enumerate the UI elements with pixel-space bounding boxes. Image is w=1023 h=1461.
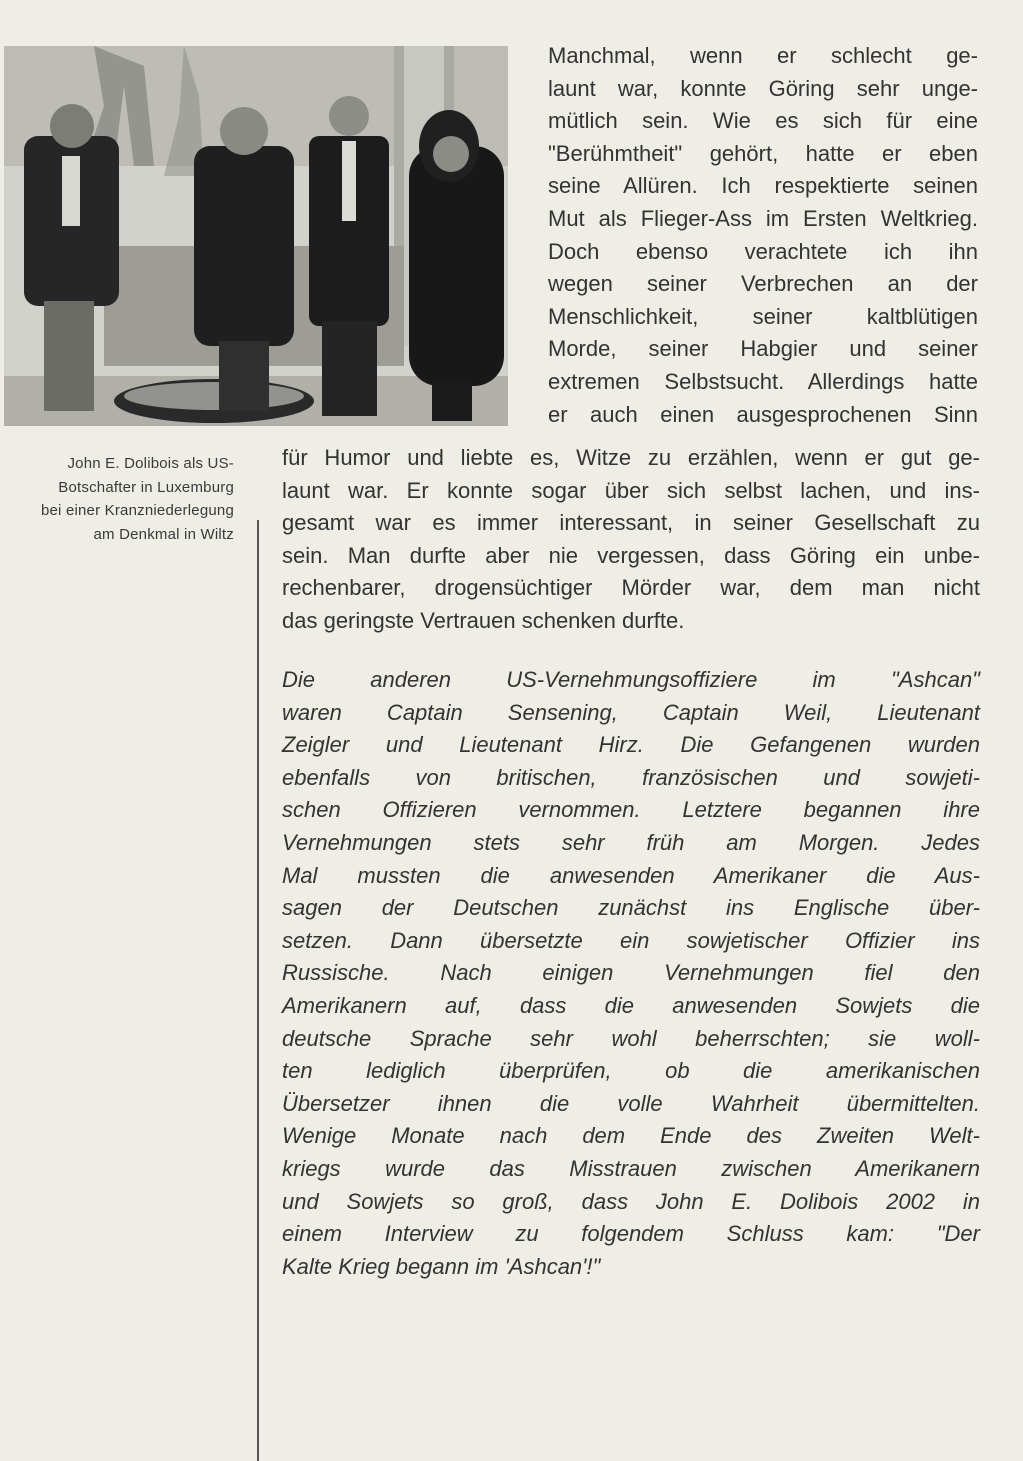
text-line: launt war. Er konnte sogar über sich selbst lachen, und ins- [282,477,980,503]
text-line: kriegs wurde das Misstrauen zwischen Amerikanern [282,1155,980,1181]
margin-rule [257,520,259,1461]
text-line: das geringste Vertrauen schenken durfte. [282,607,685,633]
text-line: wegen seiner Verbrechen an der [548,271,978,297]
text-line: waren Captain Sensening, Captain Weil, Lieutenant [282,699,980,725]
text-line: schen Offizieren vernommen. Letztere begannen ihre [282,797,980,823]
text-line: "Berühmtheit" gehört, hatte er eben [548,140,978,166]
text-line: Die anderen US-Vernehmungsoffiziere im "Ashcan" [282,667,980,692]
text-line: Morde, seiner Habgier und seiner [548,336,978,362]
text-line: sein. Man durfte aber nie vergessen, dass Göring ein unbe- [282,542,980,568]
photo [4,46,508,426]
text-line: Wenige Monate nach dem Ende des Zweiten Welt- [282,1123,980,1149]
text-line: Mut als Flieger-Ass im Ersten Weltkrieg. [548,205,978,231]
text-line: Doch ebenso verachtete ich ihn [548,238,978,264]
paragraph-ashcan-officers [282,664,980,1283]
caption-line: John E. Dolibois als US- [67,455,234,472]
historical-photo-icon [4,46,508,426]
text-line: sagen der Deutschen zunächst ins Englische über- [282,895,980,921]
text-line: Kalte Krieg begann im 'Ashcan'!" [282,1253,601,1279]
text-line: Übersetzer ihnen die volle Wahrheit übermittelten. [282,1090,980,1116]
text-line: für Humor und liebte es, Witze zu erzählen, wenn er gut ge- [282,445,980,470]
text-line: Amerikanern auf, dass die anwesenden Sowjets die [282,992,980,1018]
text-line: gesamt war es immer interessant, in seiner Gesellschaft zu [282,510,980,536]
text-line: deutsche Sprache sehr wohl beherrschten; sie woll- [282,1025,980,1051]
text-line: launt war, konnte Göring sehr unge- [548,75,978,101]
caption-line: am Denkmal in Wiltz [93,525,234,543]
text-line: extremen Selbstsucht. Allerdings hatte [548,368,978,394]
text-line: mütlich sein. Wie es sich für eine [548,108,978,134]
text-line: Zeigler und Lieutenant Hirz. Die Gefangenen wurden [282,732,980,758]
text-line: Vernehmungen stets sehr früh am Morgen. Jedes [282,829,980,855]
text-line: Manchmal, wenn er schlecht ge- [548,43,978,68]
text-line: setzen. Dann übersetzte ein sowjetischer Offizier ins [282,927,980,953]
photo-caption [16,452,234,546]
text-line: Menschlichkeit, seiner kaltblütigen [548,303,978,329]
text-line: rechenbarer, drogensüchtiger Mörder war, dem man nicht [282,575,980,601]
paragraph-goering-top [548,40,978,431]
text-line: ebenfalls von britischen, französischen und sowjeti- [282,764,980,790]
text-line: Russische. Nach einigen Vernehmungen fiel den [282,960,980,986]
text-line: seine Allüren. Ich respektierte seinen [548,173,978,199]
text-line: ten lediglich überprüfen, ob die amerikanischen [282,1058,980,1084]
caption-line: bei einer Kranzniederlegung [40,502,234,519]
caption-line: Botschafter in Luxemburg [58,478,234,496]
text-line: Mal mussten die anwesenden Amerikaner die Aus- [282,862,980,888]
text-line: und Sowjets so groß, dass John E. Dolibois 2002 in [282,1188,980,1214]
text-line: er auch einen ausgesprochenen Sinn [548,401,978,427]
text-line: einem Interview zu folgendem Schluss kam: "Der [282,1221,980,1247]
paragraph-goering-continued [282,442,980,638]
